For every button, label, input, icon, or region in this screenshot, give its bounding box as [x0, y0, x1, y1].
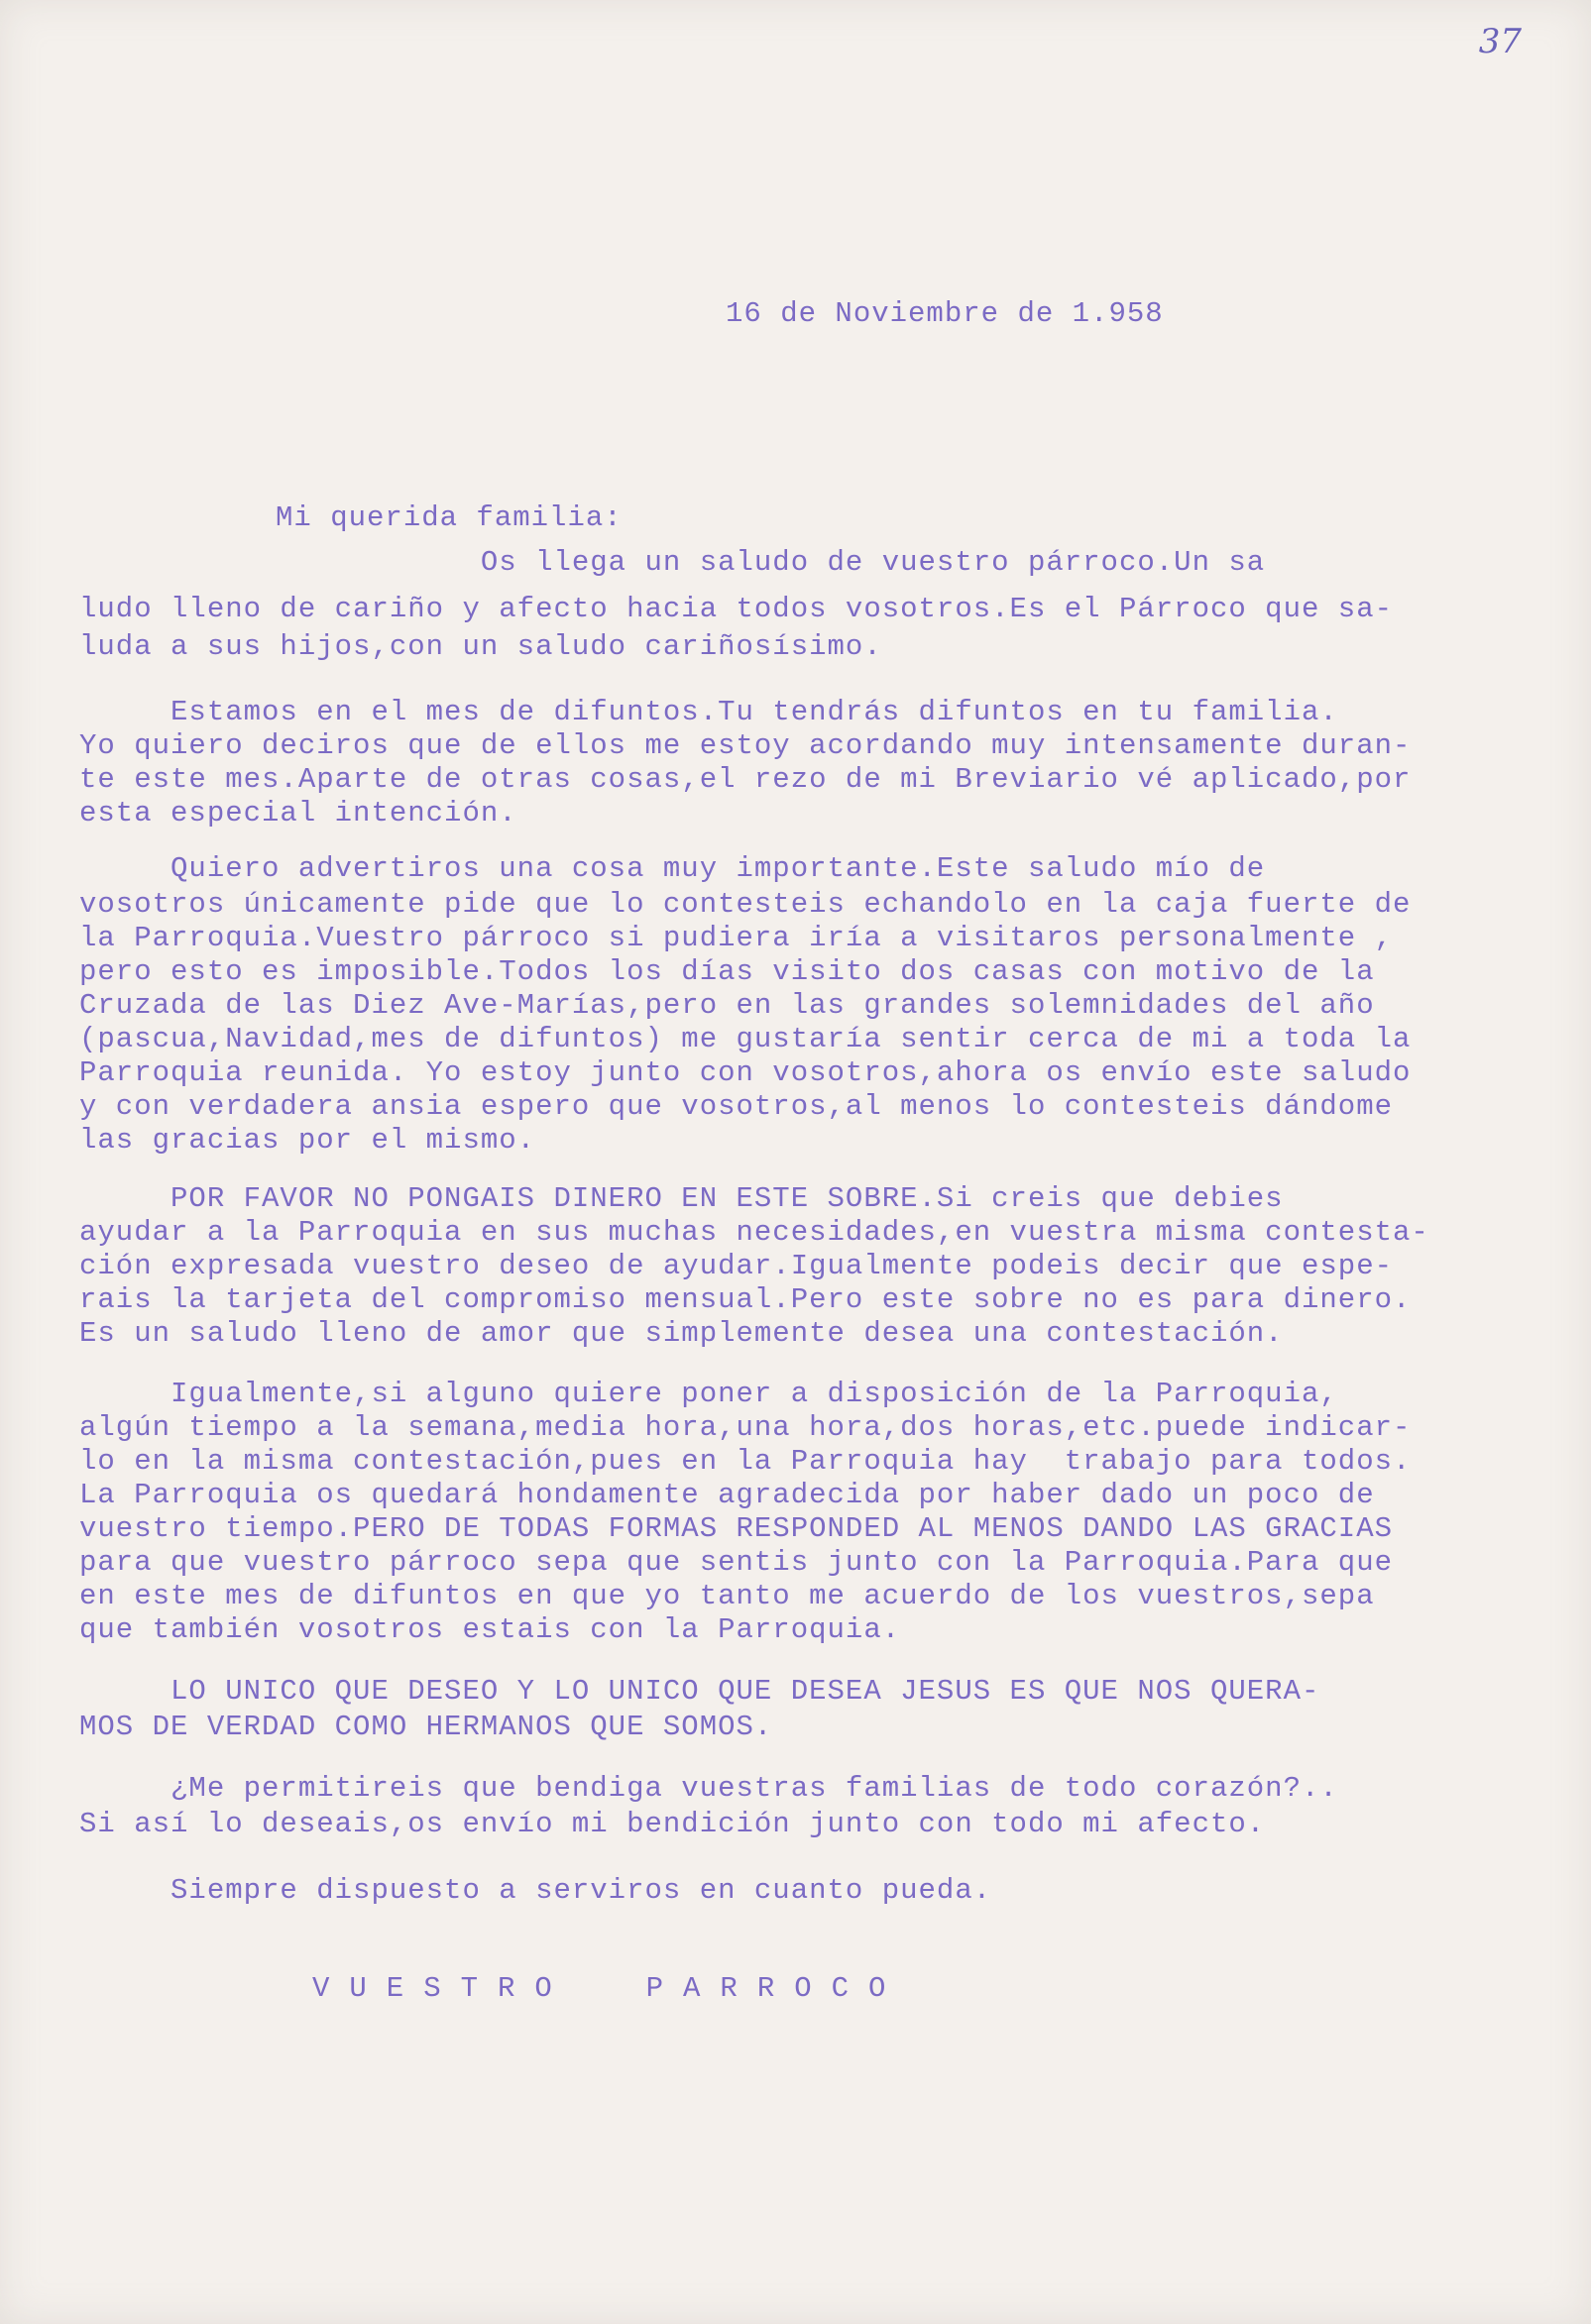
salutation: Mi querida familia:	[276, 501, 623, 534]
text-line: te este mes.Aparte de otras cosas,el rezo de mi Breviario vé aplicado,por	[79, 763, 1412, 796]
text-line: Os llega un saludo de vuestro párroco.Un sa	[79, 546, 1266, 579]
text-line: vuestro tiempo.PERO DE TODAS FORMAS RESPONDED AL MENOS DANDO LAS GRACIAS	[79, 1512, 1394, 1545]
text-line: ayudar a la Parroquia en sus muchas necesidades,en vuestra misma contesta-	[79, 1216, 1429, 1249]
text-line: ludo lleno de cariño y afecto hacia todos vosotros.Es el Párroco que sa-	[79, 593, 1394, 625]
text-line: Siempre dispuesto a serviros en cuanto pueda.	[79, 1874, 992, 1907]
text-line: (pascua,Navidad,mes de difuntos) me gustaría sentir cerca de mi a toda la	[79, 1023, 1412, 1055]
text-line: las gracias por el mismo.	[79, 1124, 536, 1157]
text-line: esta especial intención.	[79, 797, 517, 830]
text-line: para que vuestro párroco sepa que sentis junto con la Parroquia.Para que	[79, 1546, 1394, 1579]
text-line: ¿Me permitireis que bendiga vuestras familias de todo corazón?..	[79, 1772, 1338, 1805]
text-line: rais la tarjeta del compromiso mensual.Pero este sobre no es para dinero.	[79, 1283, 1412, 1316]
text-line: Es un saludo lleno de amor que simplemente desea una contestación.	[79, 1317, 1284, 1350]
text-line: LO UNICO QUE DESEO Y LO UNICO QUE DESEA JESUS ES QUE NOS QUERA-	[79, 1675, 1320, 1708]
text-line: la Parroquia.Vuestro párroco si pudiera iría a visitaros personalmente ,	[79, 922, 1394, 954]
text-line: Cruzada de las Diez Ave-Marías,pero en las grandes solemnidades del año	[79, 989, 1375, 1022]
text-line: ción expresada vuestro deseo de ayudar.Igualmente podeis decir que espe-	[79, 1250, 1394, 1282]
text-line: Parroquia reunida. Yo estoy junto con vosotros,ahora os envío este saludo	[79, 1056, 1412, 1089]
text-line: en este mes de difuntos en que yo tanto me acuerdo de los vuestros,sepa	[79, 1580, 1375, 1612]
text-line: y con verdadera ansia espero que vosotros,al menos lo contesteis dándome	[79, 1090, 1394, 1123]
text-line: Si así lo deseais,os envío mi bendición junto con todo mi afecto.	[79, 1808, 1266, 1840]
text-line: Estamos en el mes de difuntos.Tu tendrás difuntos en tu familia.	[79, 696, 1338, 728]
text-line: Quiero advertiros una cosa muy importante.Este saludo mío de	[79, 852, 1266, 885]
text-line: La Parroquia os quedará hondamente agradecida por haber dado un poco de	[79, 1479, 1375, 1511]
text-line: luda a sus hijos,con un saludo cariñosísimo.	[79, 630, 882, 663]
text-line: Igualmente,si alguno quiere poner a disposición de la Parroquia,	[79, 1378, 1338, 1410]
signature: VUESTRO PARROCO	[312, 1972, 906, 2005]
text-line: pero esto es imposible.Todos los días visito dos casas con motivo de la	[79, 955, 1375, 988]
text-line: Yo quiero deciros que de ellos me estoy acordando muy intensamente duran-	[79, 729, 1412, 762]
text-line: que también vosotros estais con la Parroquia.	[79, 1613, 901, 1646]
text-line: lo en la misma contestación,pues en la Parroquia hay trabajo para todos.	[79, 1445, 1412, 1478]
text-line: MOS DE VERDAD COMO HERMANOS QUE SOMOS.	[79, 1711, 773, 1743]
text-line: vosotros únicamente pide que lo contesteis echandolo en la caja fuerte de	[79, 888, 1412, 921]
letter-date: 16 de Noviembre de 1.958	[726, 297, 1164, 330]
text-line: POR FAVOR NO PONGAIS DINERO EN ESTE SOBRE.Si creis que debies	[79, 1182, 1284, 1215]
text-line: algún tiempo a la semana,media hora,una hora,dos horas,etc.puede indicar-	[79, 1411, 1412, 1444]
page-number: 37	[1478, 22, 1522, 61]
